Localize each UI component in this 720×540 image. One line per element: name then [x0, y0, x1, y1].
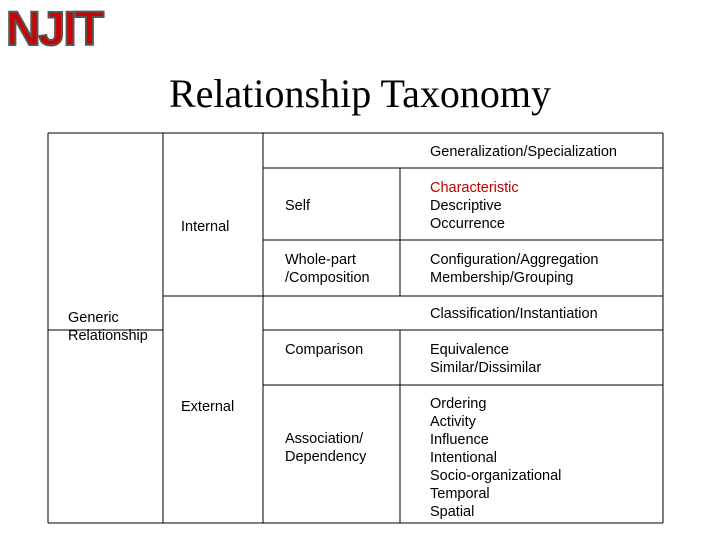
type-characteristic: Characteristic	[430, 180, 519, 196]
association-types	[430, 395, 561, 521]
internal-label: Internal	[181, 219, 230, 235]
whole-part-line-2: /Composition	[285, 270, 370, 286]
association-label	[285, 430, 366, 466]
comparison-label: Comparison	[285, 342, 364, 358]
whole-part-line-1: Whole-part	[285, 252, 356, 268]
type-ordering: Ordering	[430, 396, 487, 412]
type-spatial: Spatial	[430, 504, 475, 520]
type-configuration-aggregation: Configuration/Aggregation	[430, 252, 599, 268]
whole-part-types	[430, 251, 598, 287]
self-types	[430, 179, 519, 233]
association-line-2: Dependency	[285, 449, 367, 465]
root-line-2: Relationship	[68, 328, 148, 344]
type-temporal: Temporal	[430, 486, 490, 502]
type-intentional: Intentional	[430, 450, 497, 466]
whole-part-label	[285, 251, 370, 287]
type-influence: Influence	[430, 432, 489, 448]
classification-header: Classification/Instantiation	[430, 306, 598, 322]
type-equivalence: Equivalence	[430, 342, 509, 358]
type-similar-dissimilar: Similar/Dissimilar	[430, 360, 542, 376]
njit-logo	[2, 2, 132, 52]
type-membership-grouping: Membership/Grouping	[430, 270, 574, 286]
generalization-header: Generalization/Specialization	[430, 144, 617, 160]
type-socio-organizational: Socio-organizational	[430, 468, 562, 484]
comparison-types	[430, 341, 541, 377]
self-label: Self	[285, 198, 310, 214]
external-label: External	[181, 399, 235, 415]
type-activity: Activity	[430, 414, 476, 430]
logo-text: NJIT	[6, 3, 103, 52]
association-line-1: Association/	[285, 431, 364, 447]
root-label	[68, 309, 148, 345]
type-occurrence: Occurrence	[430, 216, 505, 232]
type-descriptive: Descriptive	[430, 198, 502, 214]
root-line-1: Generic	[68, 310, 119, 326]
page-title: Relationship Taxonomy	[169, 71, 551, 116]
